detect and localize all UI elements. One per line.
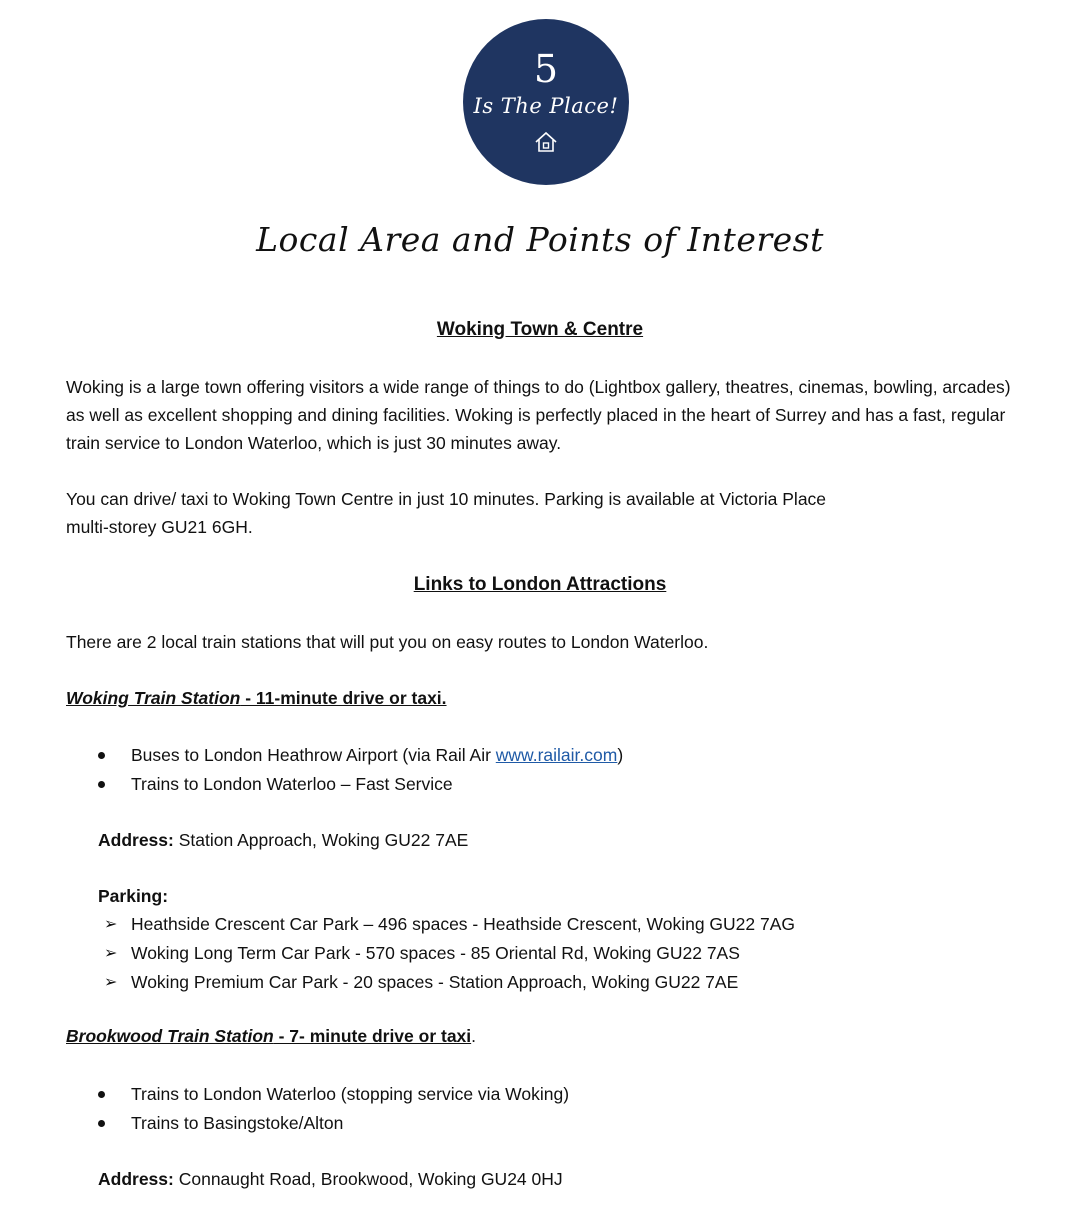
brookwood-station-name: Brookwood Train Station xyxy=(66,1026,274,1046)
woking-station-distance: - 11-minute drive or taxi. xyxy=(240,688,447,708)
brookwood-station-services xyxy=(98,1080,569,1138)
railair-link[interactable]: www.railair.com xyxy=(495,745,618,765)
section-heading-links: Links to London Attractions xyxy=(413,574,667,595)
woking-station-heading xyxy=(66,686,447,710)
logo-number: 5 xyxy=(533,47,559,91)
list-item: Trains to London Waterloo – Fast Service xyxy=(131,774,453,794)
logo-tagline: Is The Place! xyxy=(473,94,619,118)
arrow-bullet-icon: ➢ xyxy=(104,974,118,991)
list-item: ➢ Woking Premium Car Park - 20 spaces - Station Approach, Woking GU22 7AE xyxy=(98,968,795,997)
parking-label: Parking: xyxy=(98,886,169,906)
section-heading-woking: Woking Town & Centre xyxy=(436,319,644,340)
logo-badge xyxy=(463,19,629,185)
list-item: Trains to London Waterloo (stopping service via Woking) xyxy=(131,1084,570,1104)
house-icon xyxy=(534,130,558,154)
woking-station-name: Woking Train Station xyxy=(66,688,241,708)
address-label: Address: xyxy=(98,830,174,850)
brookwood-station-address: Address: Connaught Road, Brookwood, Woking GU24 0HJ xyxy=(98,1169,563,1189)
page-title: Local Area and Points of Interest xyxy=(256,220,824,259)
list-item: ➢ Woking Long Term Car Park - 570 spaces - 85 Oriental Rd, Woking GU22 7AS xyxy=(98,939,795,968)
address-label: Address: xyxy=(98,1169,174,1189)
list-item: ➢ Heathside Crescent Car Park – 496 spaces - Heathside Crescent, Woking GU22 7AG xyxy=(98,910,795,939)
brookwood-station-heading: Brookwood Train Station - 7- minute drive or taxi. xyxy=(66,1026,477,1046)
brookwood-station-distance: - 7- minute drive or taxi xyxy=(273,1026,472,1046)
woking-description: Woking is a large town offering visitors a wide range of things to do (Lightbox gallery, theatres, cinemas, bowling, arcades) as well as excellent shopping and dining facilities. Woking is perfectly placed in the heart of Surrey and has a fast, regular train service to London Waterloo, which is just 30 minutes away. xyxy=(66,377,1011,453)
links-intro: There are 2 local train stations that will put you on easy routes to London Waterloo. xyxy=(66,632,709,652)
arrow-bullet-icon: ➢ xyxy=(104,945,118,962)
woking-parking-info xyxy=(66,485,1026,541)
parking-info-line-1: You can drive/ taxi to Woking Town Centre in just 10 minutes. Parking is available at Victoria Place xyxy=(66,489,827,509)
parking-list xyxy=(98,910,795,997)
woking-station-services xyxy=(98,741,623,799)
list-item: Buses to London Heathrow Airport (via Rail Air www.railair.com) xyxy=(131,745,624,765)
arrow-bullet-icon: ➢ xyxy=(104,916,118,933)
list-item: Trains to Basingstoke/Alton xyxy=(131,1113,344,1133)
woking-station-address: Address: Station Approach, Woking GU22 7AE xyxy=(98,830,469,850)
parking-info-line-2: multi-storey GU21 6GH. xyxy=(66,517,253,537)
